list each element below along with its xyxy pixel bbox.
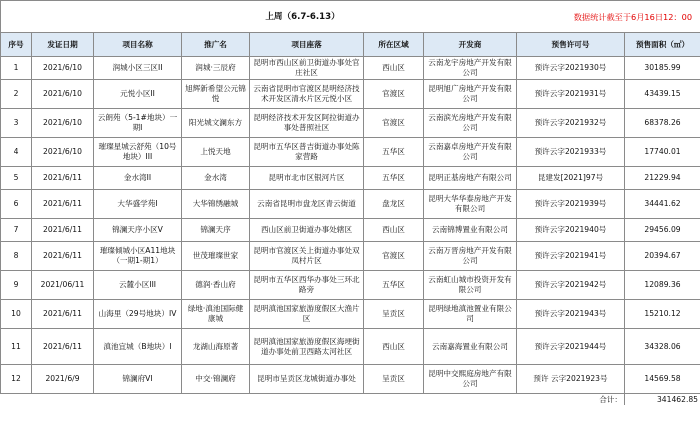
table-row	[1, 167, 700, 190]
cell-permit: 预许 云字2021923号	[517, 365, 625, 394]
cell-area: 15210.12	[625, 300, 700, 329]
cell-developer: 昆明大华华泰房地产开发有限公司	[424, 190, 517, 219]
cell-district: 官渡区	[364, 109, 424, 138]
cell-district: 西山区	[364, 219, 424, 242]
cell-location: 云南省昆明市盘龙区青云街道	[250, 190, 364, 219]
cell-district: 西山区	[364, 57, 424, 80]
cell-date: 2021/6/11	[32, 219, 94, 242]
cell-developer: 昆明绿地滇池置业有限公司	[424, 300, 517, 329]
cell-project: 璀璨星城云舒苑（10号地块）III	[94, 138, 182, 167]
cell-promo: 上悦天地	[182, 138, 250, 167]
cell-no: 3	[1, 109, 32, 138]
cell-location: 昆明市呈贡区龙城街道办事处	[250, 365, 364, 394]
cell-project: 云麓小区III	[94, 271, 182, 300]
cell-district: 五华区	[364, 271, 424, 300]
cell-promo: 德润·香山府	[182, 271, 250, 300]
cell-no: 11	[1, 329, 32, 365]
cell-developer: 云南嘉海置业有限公司	[424, 329, 517, 365]
title-row	[1, 1, 700, 33]
cell-promo: 大华锦绣融城	[182, 190, 250, 219]
total-row	[1, 394, 700, 406]
header-promo: 推广名	[182, 33, 250, 57]
cell-permit: 预许云字2021943号	[517, 300, 625, 329]
table-row	[1, 219, 700, 242]
cell-permit: 预许云字2021942号	[517, 271, 625, 300]
cell-location: 昆明经济技术开发区阿拉街道办事处普照社区	[250, 109, 364, 138]
cell-project: 锦澜府VI	[94, 365, 182, 394]
cell-no: 4	[1, 138, 32, 167]
header-district: 所在区域	[364, 33, 424, 57]
cell-permit: 预许云字2021940号	[517, 219, 625, 242]
cell-date: 2021/6/10	[32, 80, 94, 109]
total-value: 341462.85	[625, 394, 700, 406]
cell-area: 12089.36	[625, 271, 700, 300]
cell-district: 官渡区	[364, 80, 424, 109]
cell-location: 昆明滇池国家旅游度假区海埂街道办事处前卫西路太河社区	[250, 329, 364, 365]
cell-date: 2021/6/11	[32, 242, 94, 271]
cell-promo: 绿地·滇池国际健康城	[182, 300, 250, 329]
cell-location: 昆明市五华区普吉街道办事处陈家营路	[250, 138, 364, 167]
cell-area: 68378.26	[625, 109, 700, 138]
cell-date: 2021/6/10	[32, 109, 94, 138]
cell-developer: 云南万晋房地产开发有限公司	[424, 242, 517, 271]
table-row	[1, 109, 700, 138]
cell-no: 5	[1, 167, 32, 190]
header-permit: 预售许可号	[517, 33, 625, 57]
table-row	[1, 242, 700, 271]
cell-no: 12	[1, 365, 32, 394]
cell-location: 西山区前卫街道办事处辖区	[250, 219, 364, 242]
cell-no: 9	[1, 271, 32, 300]
cell-no: 2	[1, 80, 32, 109]
cell-date: 2021/6/11	[32, 329, 94, 365]
cell-project: 山海里（29号地块）IV	[94, 300, 182, 329]
cell-date: 2021/6/10	[32, 138, 94, 167]
cell-project: 大华盛学苑I	[94, 190, 182, 219]
cell-developer: 昆明中交熙庭房地产有限公司	[424, 365, 517, 394]
cell-project: 滇池宜城（B地块）I	[94, 329, 182, 365]
cell-district: 呈贡区	[364, 300, 424, 329]
cell-permit: 预许云字2021932号	[517, 109, 625, 138]
cell-project: 金水湾II	[94, 167, 182, 190]
cell-promo: 阳光城文澜东方	[182, 109, 250, 138]
cell-no: 6	[1, 190, 32, 219]
header-developer: 开发商	[424, 33, 517, 57]
cell-location: 昆明市西山区前卫街道办事处官庄社区	[250, 57, 364, 80]
cell-area: 34328.06	[625, 329, 700, 365]
cell-location: 昆明市官渡区关上街道办事处双凤村片区	[250, 242, 364, 271]
cell-district: 呈贡区	[364, 365, 424, 394]
cell-location: 云南省昆明市官渡区昆明经济技术开发区清水片区元悦小区	[250, 80, 364, 109]
cell-promo: 金水湾	[182, 167, 250, 190]
cell-area: 21229.94	[625, 167, 700, 190]
table-row	[1, 329, 700, 365]
cell-area: 20394.67	[625, 242, 700, 271]
cell-project: 润城小区三区II	[94, 57, 182, 80]
cell-developer: 云南滨光房地产开发有限公司	[424, 109, 517, 138]
cell-project: 元悦小区II	[94, 80, 182, 109]
cell-project: 璀璨倾城小区A11地块（一期1-期1）	[94, 242, 182, 271]
cell-area: 17740.01	[625, 138, 700, 167]
cell-district: 官渡区	[364, 242, 424, 271]
cell-developer: 云南虹山城市投资开发有限公司	[424, 271, 517, 300]
cell-permit: 昆建发[2021]97号	[517, 167, 625, 190]
cell-promo: 润城·三辰府	[182, 57, 250, 80]
cell-promo: 锦澜天序	[182, 219, 250, 242]
cell-area: 30185.99	[625, 57, 700, 80]
cell-date: 2021/6/11	[32, 300, 94, 329]
header-project: 项目名称	[94, 33, 182, 57]
cell-location: 昆明市北市区银河片区	[250, 167, 364, 190]
cell-area: 43439.15	[625, 80, 700, 109]
table-row	[1, 300, 700, 329]
cell-developer: 云南龙宇房地产开发有限公司	[424, 57, 517, 80]
cell-developer: 云南嘉卓房地产开发有限公司	[424, 138, 517, 167]
cell-no: 10	[1, 300, 32, 329]
cell-no: 8	[1, 242, 32, 271]
cell-area: 14569.58	[625, 365, 700, 394]
cell-location: 昆明滇池国家旅游度假区大渔片区	[250, 300, 364, 329]
cell-permit: 预许云字2021939号	[517, 190, 625, 219]
title-blank-cell	[1, 1, 182, 33]
table-row	[1, 57, 700, 80]
header-row	[1, 33, 700, 57]
cell-date: 2021/6/11	[32, 167, 94, 190]
cell-promo: 世茂璀璨世家	[182, 242, 250, 271]
cell-permit: 预许云字2021944号	[517, 329, 625, 365]
cell-project: 云朗苑（5-1#地块）一期I	[94, 109, 182, 138]
header-date: 发证日期	[32, 33, 94, 57]
table-row	[1, 271, 700, 300]
cell-district: 盘龙区	[364, 190, 424, 219]
cell-date: 2021/6/9	[32, 365, 94, 394]
cell-promo: 旭辉新希望公元锦悦	[182, 80, 250, 109]
cell-promo: 中交·锦澜府	[182, 365, 250, 394]
cell-location: 昆明市五华区西华办事处三环北路旁	[250, 271, 364, 300]
cell-project: 锦澜天序小区V	[94, 219, 182, 242]
cell-developer: 云南锦博置业有限公司	[424, 219, 517, 242]
cell-date: 2021/6/11	[32, 190, 94, 219]
data-cutoff-note: 数据统计截至于6月16日12：00	[424, 1, 700, 33]
sheet-title: 上周（6.7-6.13）	[182, 1, 424, 33]
header-area: 预售面积（㎡）	[625, 33, 700, 57]
cell-district: 五华区	[364, 138, 424, 167]
cell-area: 29456.09	[625, 219, 700, 242]
table-row	[1, 190, 700, 219]
header-no: 序号	[1, 33, 32, 57]
table-row	[1, 138, 700, 167]
header-location: 项目座落	[250, 33, 364, 57]
cell-date: 2021/6/10	[32, 57, 94, 80]
cell-permit: 预许云字2021933号	[517, 138, 625, 167]
cell-date: 2021/06/11	[32, 271, 94, 300]
total-label: 合计：	[517, 394, 625, 406]
cell-developer: 昆明正基房地产有限公司	[424, 167, 517, 190]
cell-promo: 龙湖山海原著	[182, 329, 250, 365]
cell-developer: 昆明旭广房地产开发有限公司	[424, 80, 517, 109]
cell-area: 34441.62	[625, 190, 700, 219]
cell-permit: 预许云字2021931号	[517, 80, 625, 109]
cell-district: 五华区	[364, 167, 424, 190]
total-spacer	[1, 394, 517, 406]
cell-permit: 预许云字2021930号	[517, 57, 625, 80]
table-row	[1, 80, 700, 109]
cell-district: 西山区	[364, 329, 424, 365]
cell-permit: 预许云字2021941号	[517, 242, 625, 271]
table-row	[1, 365, 700, 394]
cell-no: 7	[1, 219, 32, 242]
cell-no: 1	[1, 57, 32, 80]
